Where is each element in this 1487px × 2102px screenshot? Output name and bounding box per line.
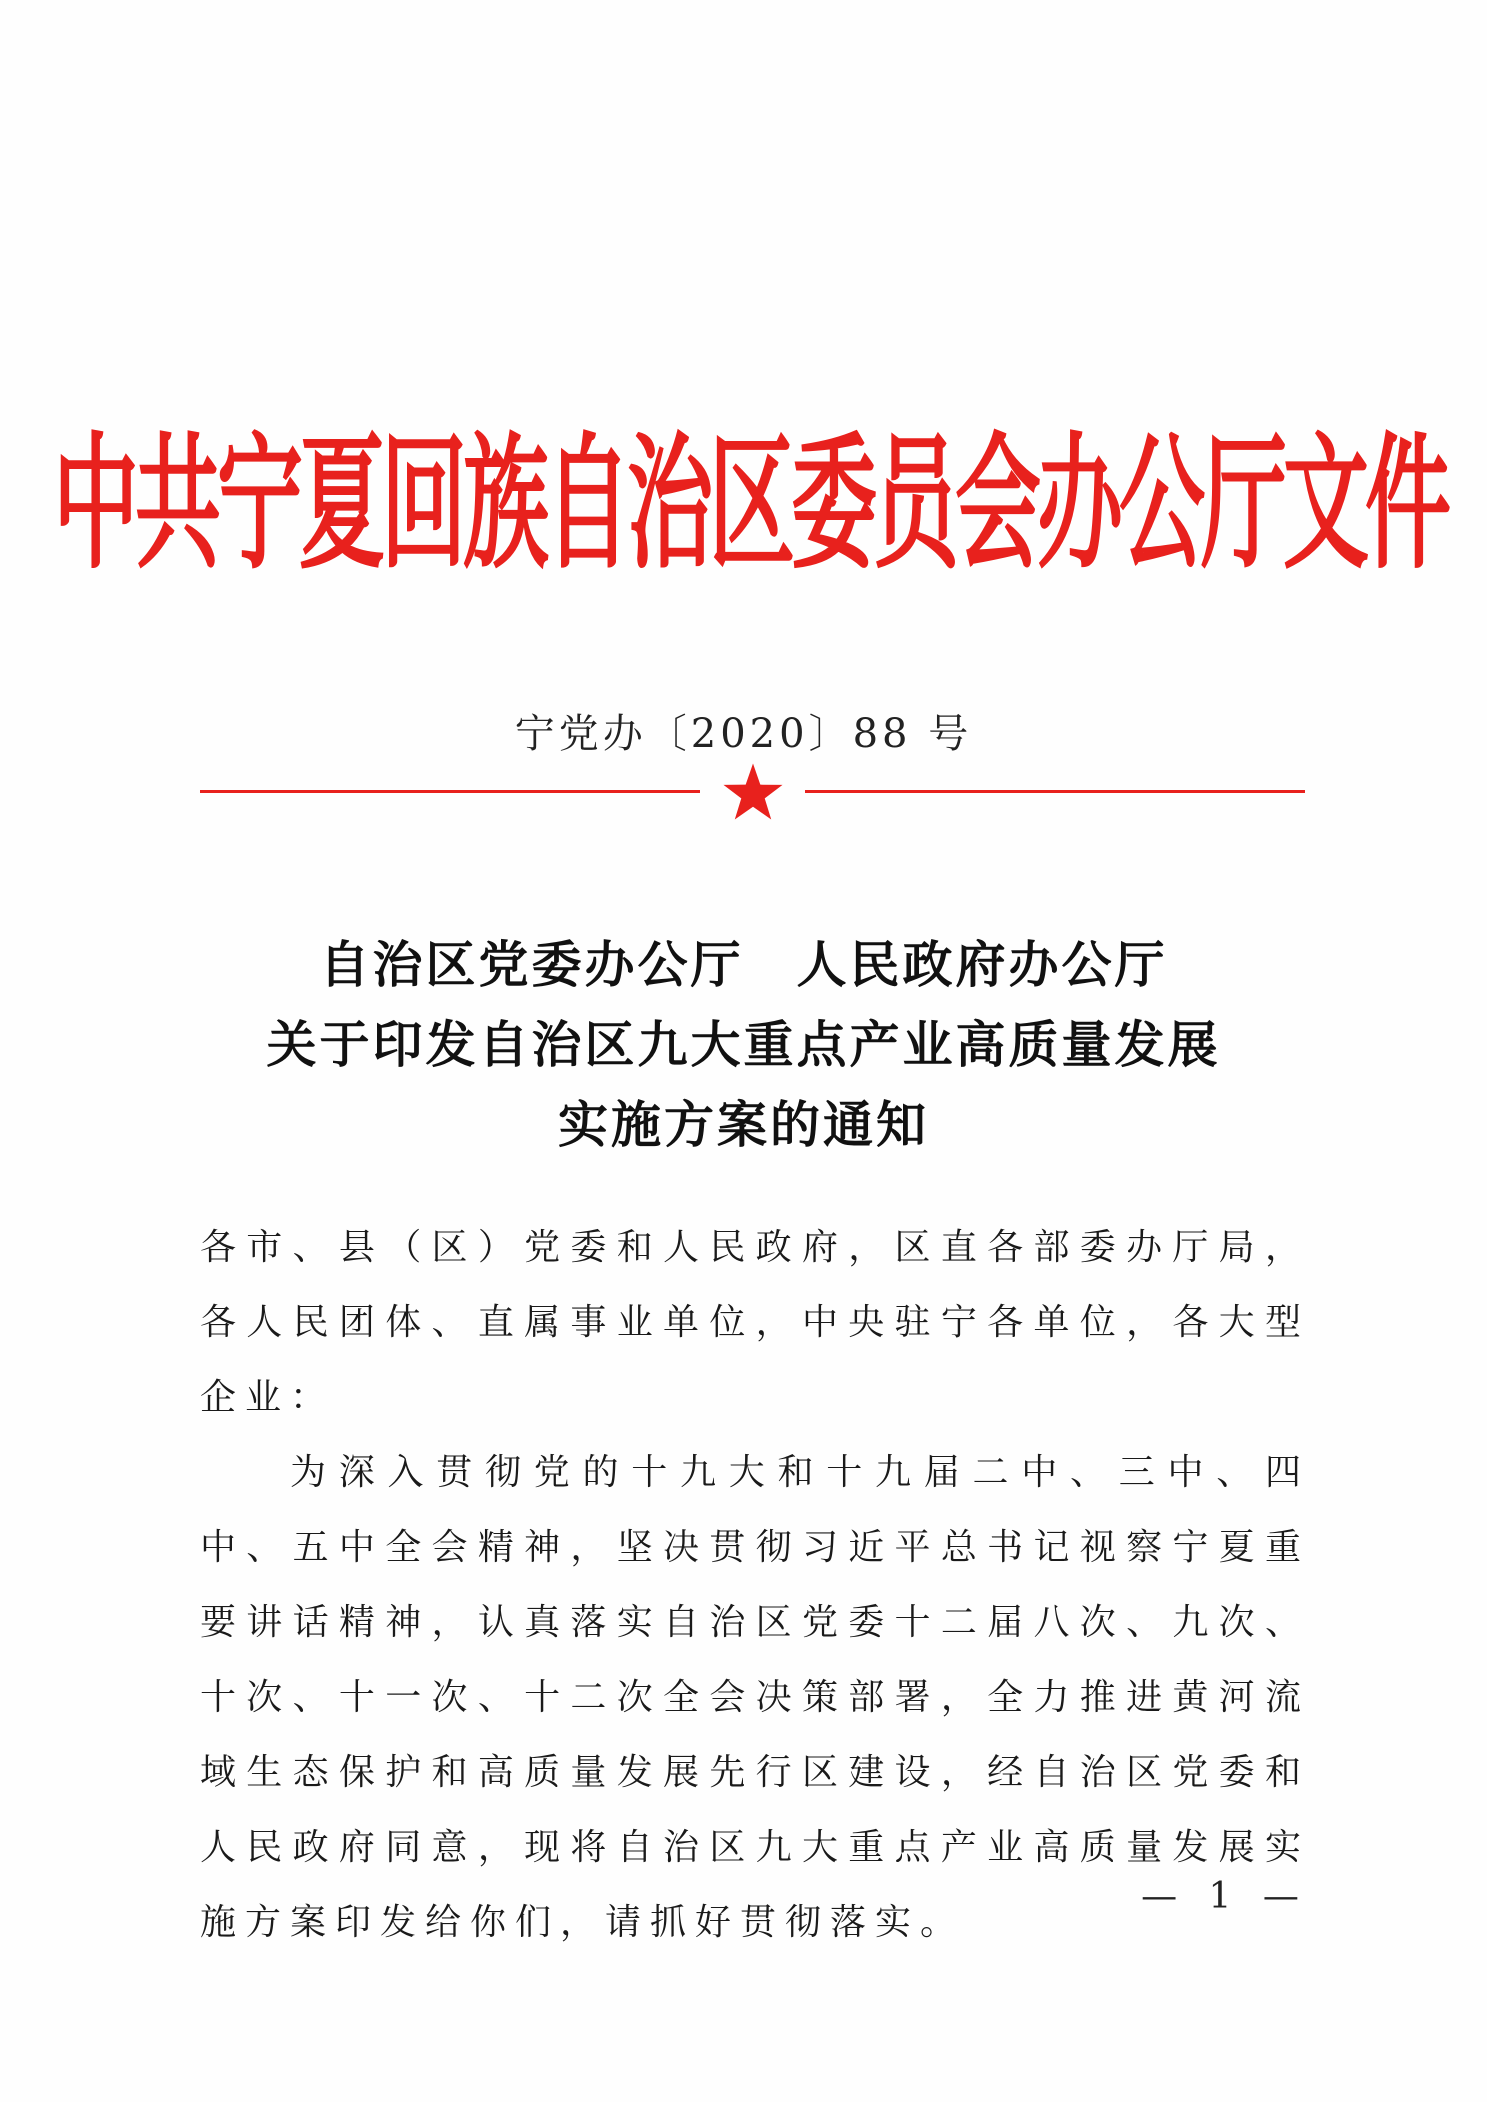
title-line: 自治区党委办公厅 人民政府办公厅 bbox=[319, 935, 1168, 994]
document-title bbox=[0, 925, 1487, 1165]
title-line: 实施方案的通知 bbox=[558, 1095, 929, 1154]
separator-line-right bbox=[805, 790, 1305, 793]
masthead bbox=[53, 405, 1447, 605]
red-star-icon bbox=[722, 762, 784, 822]
body-paragraph: 为深入贯彻党的十九大和十九届二中、三中、四中、五中全会精神，坚决贯彻习近平总书记视察宁夏重要讲话精神，认真落实自治区党委十二届八次、九次、十次、十一次、十二次全会决策部署，全力推进黄河流域生态保护和高质量发展先行区建设，经自治区党委和人民政府同意，现将自治区九大重点产业高质量发展实施方案印发给你们，请抓好贯彻落实。 bbox=[200, 1452, 1310, 1943]
masthead-title: 中共宁夏回族自治区委员会办公厅文件 bbox=[53, 420, 1447, 590]
addressee: 各市、县（区）党委和人民政府，区直各部委办厅局，各人民团体、直属事业单位，中央驻宁各单位，各大型企业： bbox=[200, 1227, 1310, 1418]
red-separator bbox=[200, 762, 1305, 822]
document-body bbox=[200, 1210, 1310, 1960]
title-line: 关于印发自治区九大重点产业高质量发展 bbox=[266, 1015, 1221, 1074]
page-number: — 1 — bbox=[1141, 1876, 1309, 1917]
separator-line-left bbox=[200, 790, 700, 793]
document-number: 宁党办〔2020〕88 号 bbox=[514, 711, 973, 757]
